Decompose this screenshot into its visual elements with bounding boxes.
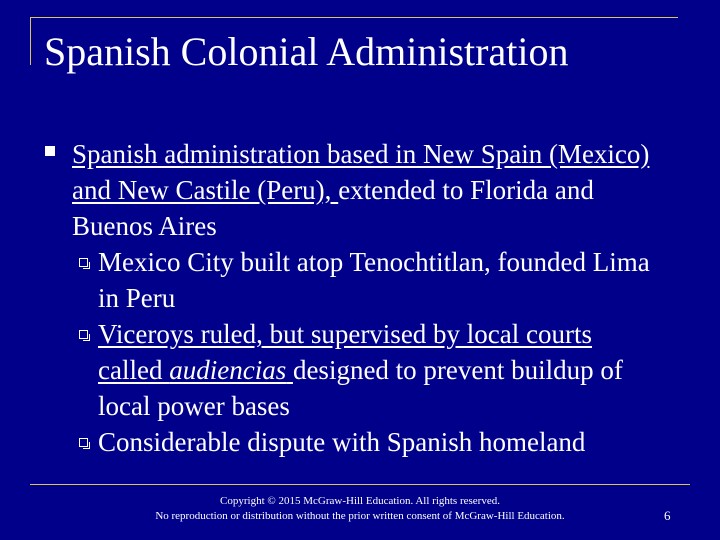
footer-rule [30,484,690,485]
consent-line: No reproduction or distribution without the prior written consent of McGraw-Hill Education. [155,510,565,522]
box-bullet-icon [79,258,88,267]
bullet-text: extended to Florida and Buenos Aires [72,175,594,241]
square-bullet-icon [45,146,55,156]
subbullet-text-underlined: Viceroys ruled, but supervised by local courts called [98,319,593,385]
subbullet-item [40,316,660,424]
subbullet-text: Mexico City built atop Tenochtitlan, founded Lima in Peru [98,247,650,313]
slide-title: Spanish Colonial Administration [44,29,569,74]
subbullet-term: audiencias [169,355,287,385]
box-bullet-icon [79,438,88,447]
subbullet-item [40,424,660,460]
subbullet-text: Considerable dispute with Spanish homeland [98,427,586,457]
copyright-footer [100,494,620,524]
bullet-item [40,136,660,244]
bullet-text-underlined: Spanish administration based in New Spain (Mexico) and New Castile (Peru), [72,139,650,205]
slide-body [40,136,660,460]
subbullet-space [286,355,293,385]
copyright-line: Copyright © 2015 McGraw-Hill Education. All rights reserved. [220,495,500,507]
title-frame-top-rule [30,17,678,18]
page-number: 6 [664,508,671,523]
subbullet-text: designed to prevent buildup of local power bases [98,355,623,421]
box-bullet-icon [79,330,88,339]
subbullet-item [40,244,660,316]
title-frame-left-rule [30,17,31,65]
